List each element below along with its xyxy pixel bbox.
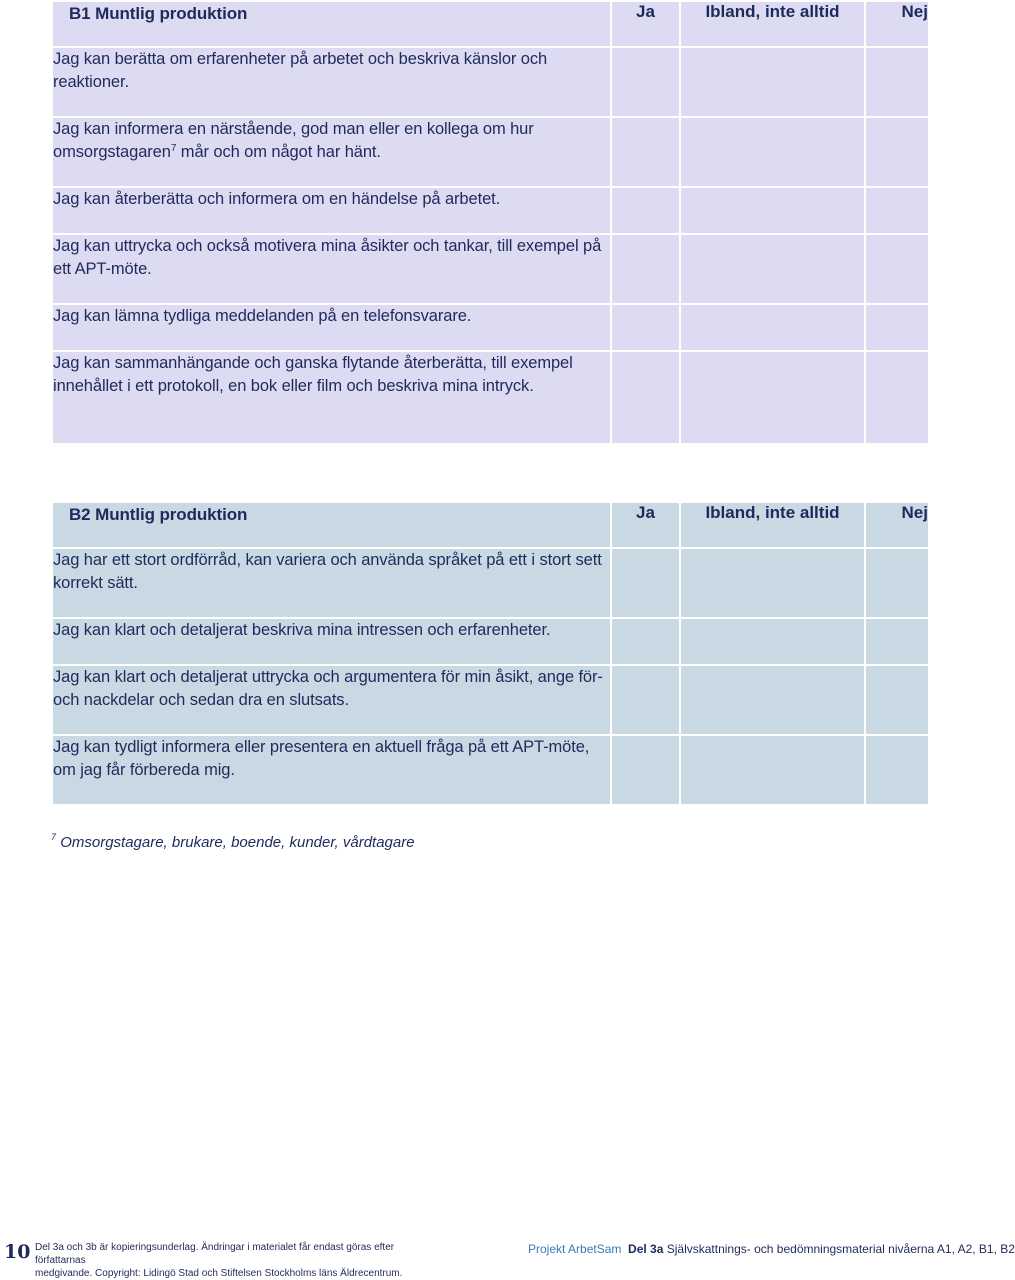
answer-cell-ja[interactable]	[612, 118, 679, 186]
b2-statement: Jag kan klart och detaljerat uttrycka och argumentera för min åsikt, ange för- och nackdelar och sedan dra en slutsats.	[53, 666, 610, 734]
answer-cell-ja[interactable]	[612, 48, 679, 116]
b2-header-row	[53, 503, 928, 547]
b1-title: B1 Muntlig produktion	[53, 2, 610, 46]
b1-table	[51, 0, 930, 445]
answer-cell-nej[interactable]	[866, 736, 928, 804]
b2-col-ibland: Ibland, inte alltid	[681, 503, 864, 547]
answer-cell-nej[interactable]	[866, 48, 928, 116]
b1-col-nej: Nej	[866, 2, 928, 46]
table-row	[53, 619, 928, 664]
answer-cell-ja[interactable]	[612, 549, 679, 617]
part-label: Del 3a	[628, 1242, 664, 1256]
b1-header-row	[53, 2, 928, 46]
table-row	[53, 736, 928, 804]
b1-statement: Jag kan uttrycka och också motivera mina åsikter och tankar, till exempel på ett APT-möte.	[53, 235, 610, 303]
footnote	[51, 834, 415, 851]
table-row	[53, 305, 928, 350]
b2-col-ja: Ja	[612, 503, 679, 547]
b1-statement: Jag kan återberätta och informera om en händelse på arbetet.	[53, 188, 610, 233]
footnote-number: 7	[51, 832, 57, 842]
table-row	[53, 352, 928, 443]
answer-cell-nej[interactable]	[866, 352, 928, 443]
answer-cell-ibland[interactable]	[681, 118, 864, 186]
answer-cell-nej[interactable]	[866, 235, 928, 303]
b1-statement: Jag kan berätta om erfarenheter på arbetet och beskriva känslor och reaktioner.	[53, 48, 610, 116]
answer-cell-ja[interactable]	[612, 352, 679, 443]
table-row	[53, 118, 928, 186]
answer-cell-ibland[interactable]	[681, 619, 864, 664]
answer-cell-ja[interactable]	[612, 736, 679, 804]
b2-title: B2 Muntlig produktion	[53, 503, 610, 547]
answer-cell-nej[interactable]	[866, 549, 928, 617]
b2-col-nej: Nej	[866, 503, 928, 547]
answer-cell-ibland[interactable]	[681, 736, 864, 804]
b1-col-ibland: Ibland, inte alltid	[681, 2, 864, 46]
answer-cell-nej[interactable]	[866, 619, 928, 664]
answer-cell-ja[interactable]	[612, 188, 679, 233]
answer-cell-ibland[interactable]	[681, 188, 864, 233]
copyright-line: medgivande. Copyright: Lidingö Stad och Stiftelsen Stockholms läns Äldrecentrum.	[35, 1268, 403, 1279]
answer-cell-ibland[interactable]	[681, 352, 864, 443]
b1-col-ja: Ja	[612, 2, 679, 46]
table-row	[53, 235, 928, 303]
answer-cell-nej[interactable]	[866, 305, 928, 350]
copyright-line: Del 3a och 3b är kopieringsunderlag. Ändringar i materialet får endast göras efter författarnas	[35, 1242, 395, 1266]
b1-statement-part: mår och om något har hänt.	[176, 143, 381, 161]
document-subtitle: Självskattnings- och bedömningsmaterial nivåerna A1, A2, B1, B2	[663, 1242, 1015, 1256]
b2-statement: Jag har ett stort ordförråd, kan variera och använda språket på ett i stort sett korrekt sätt.	[53, 549, 610, 617]
table-row	[53, 48, 928, 116]
answer-cell-ibland[interactable]	[681, 549, 864, 617]
answer-cell-ja[interactable]	[612, 305, 679, 350]
b2-table	[51, 501, 930, 806]
answer-cell-nej[interactable]	[866, 188, 928, 233]
answer-cell-ibland[interactable]	[681, 666, 864, 734]
b2-statement: Jag kan klart och detaljerat beskriva mina intressen och erfarenheter.	[53, 619, 610, 664]
b1-statement-part: Jag kan informera en närstående, god man eller en kollega om hur omsorgstagaren	[53, 120, 534, 161]
b1-statement	[53, 118, 610, 186]
b1-statement: Jag kan lämna tydliga meddelanden på en telefonsvarare.	[53, 305, 610, 350]
table-row	[53, 666, 928, 734]
copyright-notice	[35, 1241, 435, 1280]
table-row	[53, 549, 928, 617]
answer-cell-ja[interactable]	[612, 235, 679, 303]
page-number: 10	[4, 1241, 31, 1263]
answer-cell-ibland[interactable]	[681, 305, 864, 350]
project-name: Projekt ArbetSam	[528, 1242, 622, 1256]
answer-cell-ja[interactable]	[612, 666, 679, 734]
b2-statement: Jag kan tydligt informera eller presentera en aktuell fråga på ett APT-möte, om jag får förbereda mig.	[53, 736, 610, 804]
answer-cell-ja[interactable]	[612, 619, 679, 664]
answer-cell-nej[interactable]	[866, 118, 928, 186]
b1-statement: Jag kan sammanhängande och ganska flytande återberätta, till exempel innehållet i ett protokoll, en bok eller film och beskriva mina intryck.	[53, 352, 610, 443]
answer-cell-nej[interactable]	[866, 666, 928, 734]
footer-title	[528, 1242, 1015, 1256]
answer-cell-ibland[interactable]	[681, 235, 864, 303]
answer-cell-ibland[interactable]	[681, 48, 864, 116]
footnote-text: Omsorgstagare, brukare, boende, kunder, vårdtagare	[60, 834, 415, 851]
footnote-ref: 7	[170, 143, 177, 154]
table-row	[53, 188, 928, 233]
